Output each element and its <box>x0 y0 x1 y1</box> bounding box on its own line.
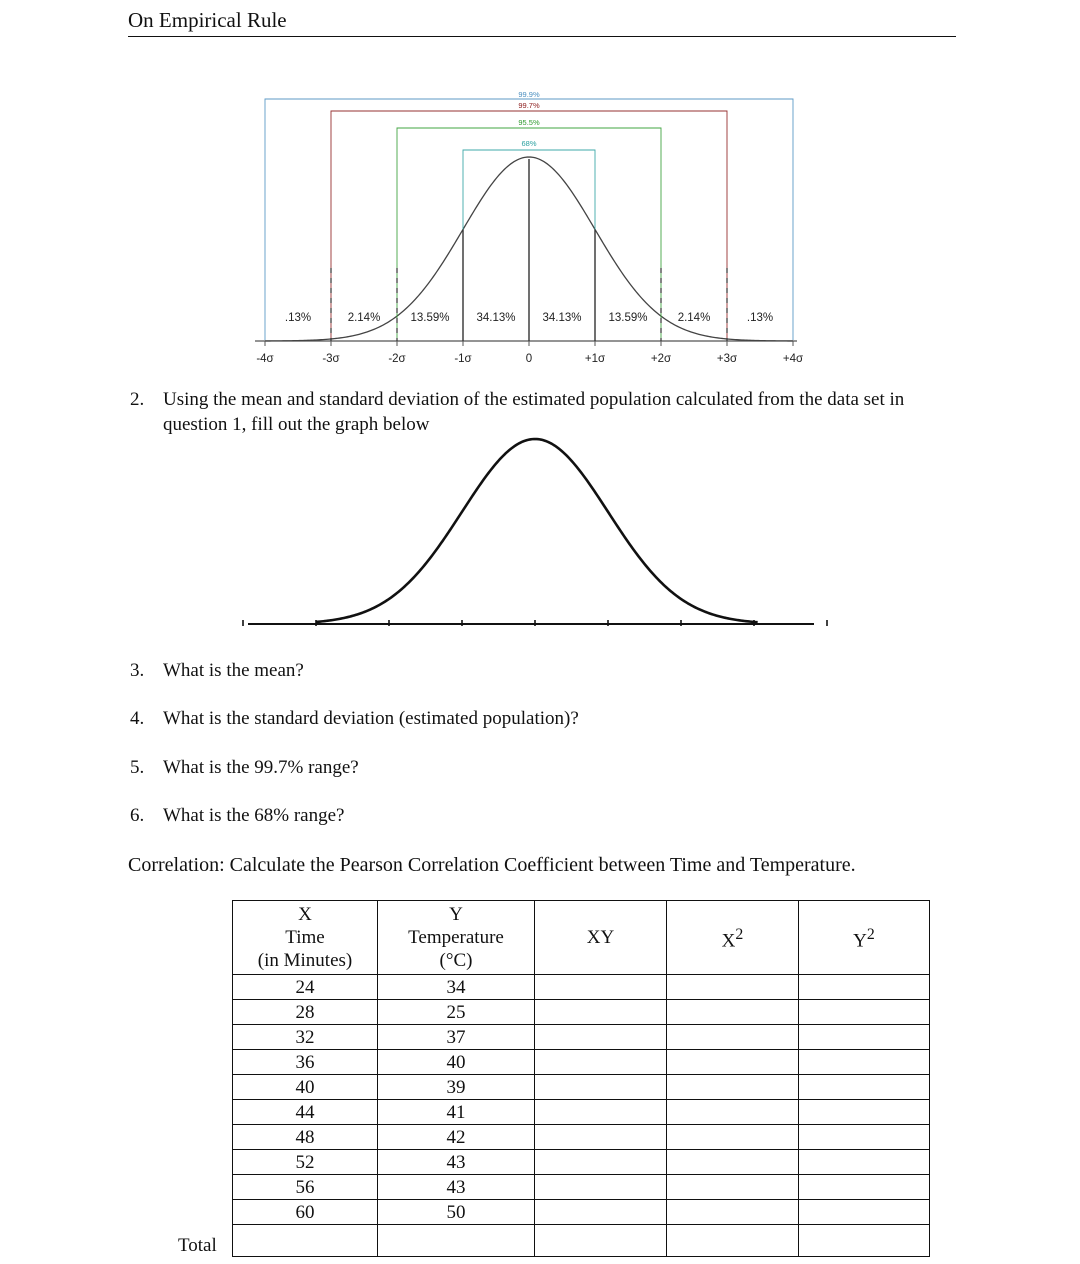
total-label: Total <box>178 1235 217 1256</box>
cell-y: 25 <box>378 1000 535 1025</box>
table-header-row <box>233 901 930 975</box>
region-percentage-label: 34.13% <box>476 312 516 324</box>
x-tick-label: -3σ <box>322 353 340 365</box>
cell-x-squared[interactable] <box>667 1150 799 1175</box>
header-y2-base: Y <box>853 930 867 952</box>
table-row <box>233 1125 930 1150</box>
cell-y-squared[interactable] <box>799 1125 930 1150</box>
correlation-table <box>232 900 930 1257</box>
question-number: 3. <box>130 660 145 681</box>
table-row <box>233 1075 930 1100</box>
cell-xy[interactable] <box>535 1000 667 1025</box>
cell-x: 36 <box>233 1050 378 1075</box>
table-row <box>233 1200 930 1225</box>
cell-xy[interactable] <box>535 1200 667 1225</box>
header-y <box>378 901 535 975</box>
cell-y-squared[interactable] <box>799 1200 930 1225</box>
cell-y-squared[interactable] <box>799 1150 930 1175</box>
correlation-prompt: Correlation: Calculate the Pearson Correlation Coefficient between Time and Temperature. <box>128 854 856 876</box>
question-number: 4. <box>130 708 145 729</box>
region-percentage-label: 2.14% <box>677 312 711 324</box>
cell-x-squared[interactable] <box>667 1025 799 1050</box>
total-x-squared[interactable] <box>667 1225 799 1257</box>
region-percentage-label: 2.14% <box>347 312 381 324</box>
cell-x: 52 <box>233 1150 378 1175</box>
x-tick-label: -4σ <box>256 353 274 365</box>
cell-x-squared[interactable] <box>667 1050 799 1075</box>
x-tick-label: +3σ <box>716 353 738 365</box>
table-row <box>233 1150 930 1175</box>
cell-xy[interactable] <box>535 1125 667 1150</box>
cell-y: 37 <box>378 1025 535 1050</box>
cell-x-squared[interactable] <box>667 1175 799 1200</box>
cell-y: 34 <box>378 975 535 1000</box>
total-y[interactable] <box>378 1225 535 1257</box>
header-x2-exponent: 2 <box>735 925 744 943</box>
bracket-label: 95.5% <box>518 118 540 127</box>
question-text: Using the mean and standard deviation of the estimated population calculated from the data set in question 1, fill out the graph below <box>163 389 905 435</box>
table-row <box>233 1175 930 1200</box>
blank-normal-curve <box>316 439 758 622</box>
cell-x: 32 <box>233 1025 378 1050</box>
header-y-unit: (°C) <box>439 950 473 971</box>
question-text: What is the 99.7% range? <box>163 757 359 778</box>
region-percentage-label: .13% <box>284 312 312 324</box>
cell-x: 40 <box>233 1075 378 1100</box>
cell-x: 44 <box>233 1100 378 1125</box>
cell-x: 60 <box>233 1200 378 1225</box>
cell-y: 41 <box>378 1100 535 1125</box>
region-percentage-label: .13% <box>746 312 774 324</box>
cell-y: 43 <box>378 1150 535 1175</box>
bracket-label: 99.7% <box>518 101 540 110</box>
cell-y-squared[interactable] <box>799 1025 930 1050</box>
header-x2-base: X <box>721 930 736 952</box>
cell-xy[interactable] <box>535 1025 667 1050</box>
cell-y: 43 <box>378 1175 535 1200</box>
x-tick-label: -2σ <box>388 353 406 365</box>
table-row <box>233 1100 930 1125</box>
cell-y: 42 <box>378 1125 535 1150</box>
cell-y-squared[interactable] <box>799 1075 930 1100</box>
header-x-var: X <box>298 904 312 925</box>
cell-x-squared[interactable] <box>667 1200 799 1225</box>
cell-x: 28 <box>233 1000 378 1025</box>
cell-y-squared[interactable] <box>799 1050 930 1075</box>
header-y-squared <box>799 901 930 975</box>
bracket-label: 99.9% <box>518 90 540 99</box>
question-number: 6. <box>130 805 145 826</box>
region-percentage-label: 13.59% <box>608 312 648 324</box>
cell-x-squared[interactable] <box>667 1000 799 1025</box>
question-3 <box>130 658 304 683</box>
bracket-label: 68% <box>521 139 537 148</box>
total-y-squared[interactable] <box>799 1225 930 1257</box>
cell-y-squared[interactable] <box>799 975 930 1000</box>
question-5 <box>130 755 359 780</box>
total-row <box>233 1225 930 1257</box>
cell-y: 50 <box>378 1200 535 1225</box>
header-x-unit: (in Minutes) <box>257 950 353 971</box>
question-number: 5. <box>130 757 145 778</box>
x-tick-label: +1σ <box>584 353 606 365</box>
cell-y: 40 <box>378 1050 535 1075</box>
cell-xy[interactable] <box>535 1150 667 1175</box>
cell-y: 39 <box>378 1075 535 1100</box>
cell-x-squared[interactable] <box>667 1075 799 1100</box>
x-tick-label: +4σ <box>782 353 804 365</box>
header-x-squared <box>667 901 799 975</box>
header-x-name: Time <box>285 927 325 948</box>
cell-x-squared[interactable] <box>667 1100 799 1125</box>
region-percentage-label: 34.13% <box>542 312 582 324</box>
table-row <box>233 975 930 1000</box>
region-percentage-label: 13.59% <box>410 312 450 324</box>
cell-y-squared[interactable] <box>799 1175 930 1200</box>
cell-xy[interactable] <box>535 1100 667 1125</box>
cell-xy[interactable] <box>535 1050 667 1075</box>
table-row <box>233 1000 930 1025</box>
cell-xy[interactable] <box>535 1075 667 1100</box>
header-xy: XY <box>535 901 667 975</box>
cell-x-squared[interactable] <box>667 1125 799 1150</box>
cell-y-squared[interactable] <box>799 1000 930 1025</box>
page-title: On Empirical Rule <box>128 8 287 32</box>
cell-xy[interactable] <box>535 975 667 1000</box>
header-y2-exponent: 2 <box>866 925 875 943</box>
total-x[interactable] <box>233 1225 378 1257</box>
cell-x: 24 <box>233 975 378 1000</box>
cell-x-squared[interactable] <box>667 975 799 1000</box>
table-row <box>233 1025 930 1050</box>
question-text: What is the standard deviation (estimated population)? <box>163 708 579 729</box>
total-xy[interactable] <box>535 1225 667 1257</box>
cell-y-squared[interactable] <box>799 1100 930 1125</box>
question-6 <box>130 803 344 828</box>
header-y-var: Y <box>449 904 463 925</box>
x-tick-label: -1σ <box>454 353 472 365</box>
table-row <box>233 1050 930 1075</box>
x-tick-label: 0 <box>525 353 533 365</box>
question-number: 2. <box>130 389 145 410</box>
x-tick-label: +2σ <box>650 353 672 365</box>
header-y-name: Temperature <box>408 927 504 948</box>
cell-xy[interactable] <box>535 1175 667 1200</box>
header-x <box>233 901 378 975</box>
cell-x: 48 <box>233 1125 378 1150</box>
cell-x: 56 <box>233 1175 378 1200</box>
question-4 <box>130 706 579 731</box>
question-text: What is the 68% range? <box>163 805 345 826</box>
question-text: What is the mean? <box>163 660 304 681</box>
